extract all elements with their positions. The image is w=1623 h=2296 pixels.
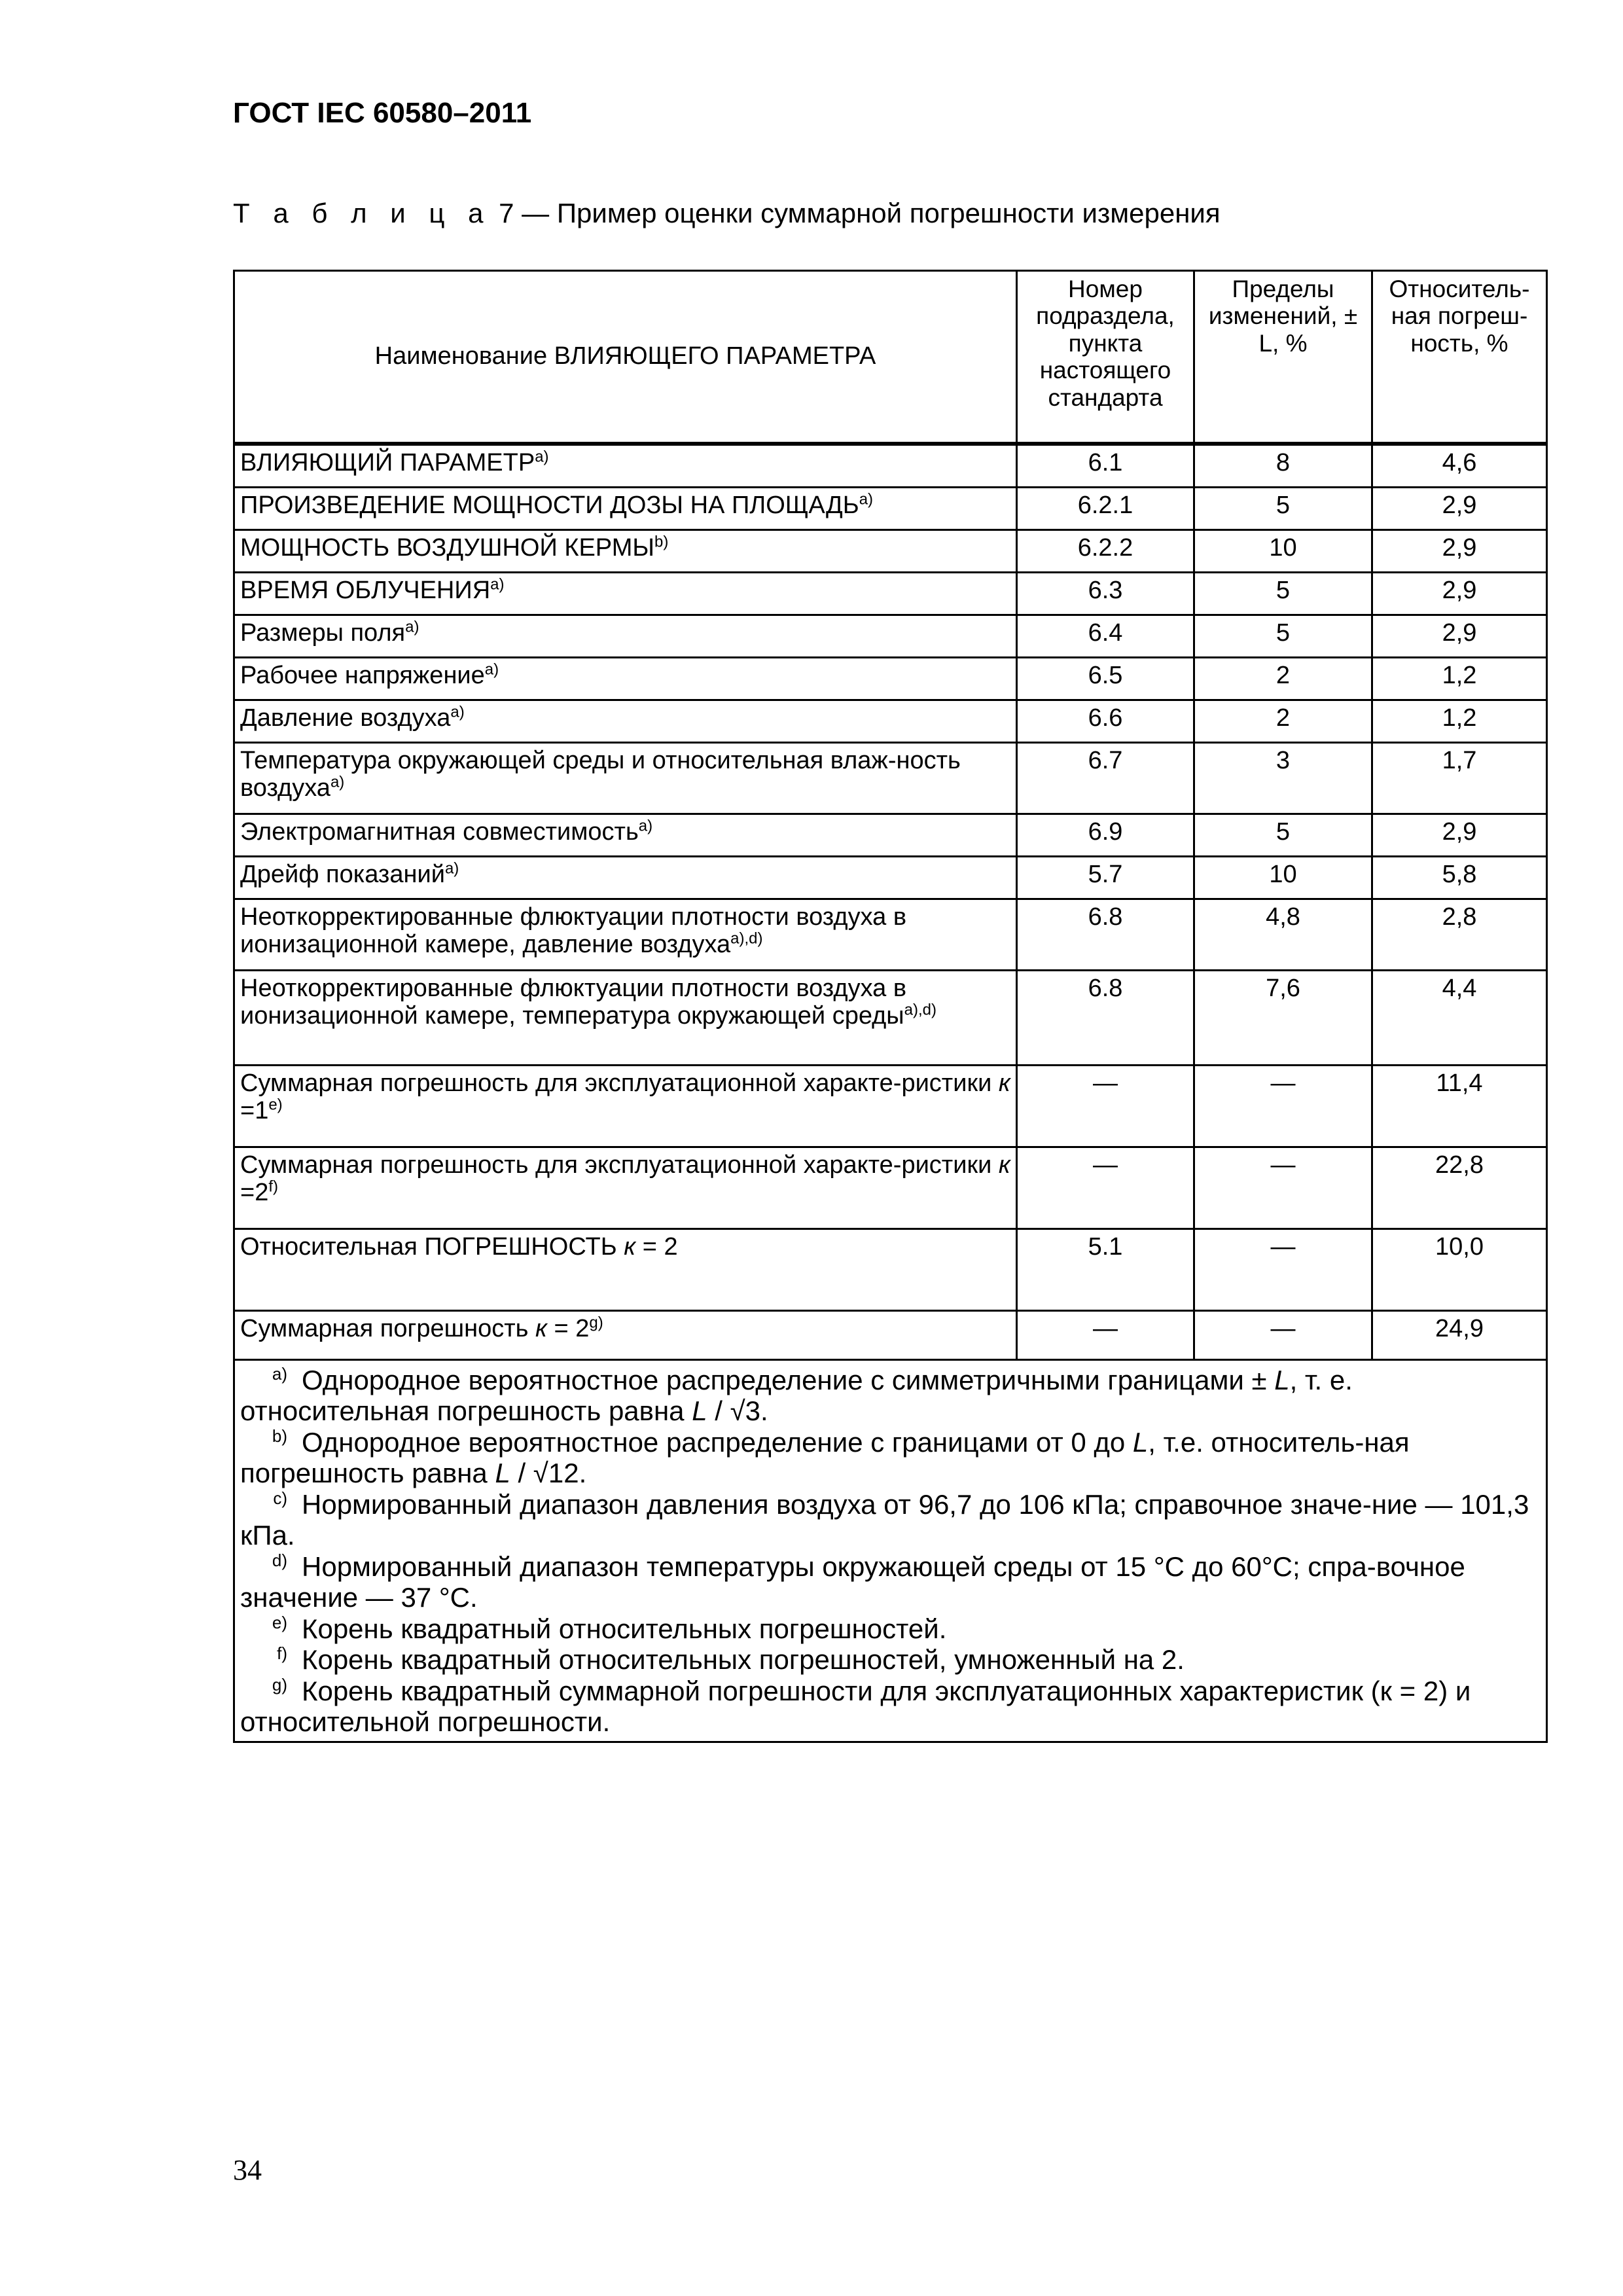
row-name: ПРОИЗВЕДЕНИЕ МОЩНОСТИ ДОЗЫ НА ПЛОЩАДЬ$^{a)}$ (234, 488, 1017, 530)
row-name: Относительная ПОГРЕШНОСТЬ к = 2 (234, 1229, 1017, 1311)
row-limits: 8 (1194, 444, 1372, 488)
footnote-c: c) Нормированный диапазон давления воздуха от 96,7 до 106 кПа; справочное значе-ние — 101,3 кПа. (240, 1488, 1529, 1551)
row-limits: 2 (1194, 700, 1372, 743)
header-section-number: Номер подраздела, пункта настоящего стандарта (1017, 271, 1194, 444)
row-limits: 7,6 (1194, 971, 1372, 1066)
table-caption-prefix: Т а б л и ц а (233, 198, 491, 228)
table-row (234, 971, 1547, 1066)
row-name: Давление воздуха$^{a)}$ (234, 700, 1017, 743)
row-limits: 10 (1194, 857, 1372, 899)
row-error: 1,7 (1372, 743, 1547, 814)
row-section: — (1017, 1066, 1194, 1147)
row-error: 22,8 (1372, 1147, 1547, 1229)
row-section: 5.7 (1017, 857, 1194, 899)
table-row (234, 1311, 1547, 1360)
table-row (234, 1066, 1547, 1147)
row-limits: 5 (1194, 488, 1372, 530)
row-error: 2,9 (1372, 814, 1547, 857)
table-row (234, 1229, 1547, 1311)
row-error: 11,4 (1372, 1066, 1547, 1147)
table-caption-number: 7 (499, 198, 514, 228)
row-error: 1,2 (1372, 700, 1547, 743)
table-row (234, 857, 1547, 899)
header-limits: Пределы изменений, ± L, % (1194, 271, 1372, 444)
table-caption (233, 198, 1221, 229)
row-name: Дрейф показаний$^{a)}$ (234, 857, 1017, 899)
footnote-d: d) Нормированный диапазон температуры окружающей среды от 15 °С до 60°С; спра-вочное значение — 37 °С. (240, 1550, 1465, 1613)
row-section: 6.1 (1017, 444, 1194, 488)
row-error: 2,9 (1372, 488, 1547, 530)
row-name: Температура окружающей среды и относительная влаж-ность воздуха$^{a)}$ (234, 743, 1017, 814)
row-name: Суммарная погрешность $к = 2^{g)}$ (234, 1311, 1017, 1360)
row-section: 6.5 (1017, 658, 1194, 700)
row-name: Электромагнитная совместимость$^{a)}$ (234, 814, 1017, 857)
row-section: 6.2.2 (1017, 530, 1194, 573)
row-error: 5,8 (1372, 857, 1547, 899)
table-row (234, 700, 1547, 743)
footnote-a: a) Однородное вероятностное распределение с симметричными границами ± L, т. е. относительная погрешность равна L / √3. (240, 1364, 1353, 1427)
row-error: 4,4 (1372, 971, 1547, 1066)
row-name: ВЛИЯЮЩИЙ ПАРАМЕТР$^{a)}$ (234, 444, 1017, 488)
footnotes-row (234, 1360, 1547, 1742)
row-limits: — (1194, 1147, 1372, 1229)
footnote-g: g) Корень квадратный суммарной погрешности для эксплуатационных характеристик (к = 2) и относительной погрешности. (240, 1674, 1471, 1737)
row-limits: 3 (1194, 743, 1372, 814)
row-name: Суммарная погрешность для эксплуатационной характе-ристики $к =2^{f)}$ (234, 1147, 1017, 1229)
row-section: 6.3 (1017, 573, 1194, 615)
table-caption-title: — Пример оценки суммарной погрешности измерения (522, 198, 1221, 228)
header-parameter-name: Наименование ВЛИЯЮЩЕГО ПАРАМЕТРА (234, 271, 1017, 444)
row-error: 2,9 (1372, 573, 1547, 615)
row-error: 2,9 (1372, 530, 1547, 573)
row-error: 1,2 (1372, 658, 1547, 700)
table-row (234, 658, 1547, 700)
row-limits: 5 (1194, 573, 1372, 615)
table-row (234, 530, 1547, 573)
footnotes-cell (234, 1360, 1547, 1742)
row-section: 6.4 (1017, 615, 1194, 658)
row-error: 2,8 (1372, 899, 1547, 971)
row-name: Размеры поля$^{a)}$ (234, 615, 1017, 658)
row-section: 6.9 (1017, 814, 1194, 857)
row-section: — (1017, 1311, 1194, 1360)
footnote-e: e) Корень квадратный относительных погрешностей. (272, 1612, 947, 1644)
row-error: 4,6 (1372, 444, 1547, 488)
footnote-b: b) Однородное вероятностное распределение с границами от 0 до L, т.е. относитель-ная погрешность равна L / √12. (240, 1426, 1410, 1489)
row-name: МОЩНОСТЬ ВОЗДУШНОЙ КЕРМЫ$^{b)}$ (234, 530, 1017, 573)
table-row (234, 615, 1547, 658)
row-limits: 10 (1194, 530, 1372, 573)
error-estimate-table (233, 270, 1548, 1743)
row-limits: — (1194, 1066, 1372, 1147)
row-name: Неоткорректированные флюктуации плотности воздуха в ионизационной камере, давление воздуха$^{a),d)}$ (234, 899, 1017, 971)
document-code: ГОСТ IEC 60580–2011 (233, 97, 532, 129)
row-limits: 5 (1194, 814, 1372, 857)
row-section: 5.1 (1017, 1229, 1194, 1311)
table-row (234, 1147, 1547, 1229)
row-limits: 4,8 (1194, 899, 1372, 971)
row-section: 6.7 (1017, 743, 1194, 814)
row-name: Неоткорректированные флюктуации плотности воздуха в ионизационной камере, температура окружающей среды$^{a),d)}$ (234, 971, 1017, 1066)
row-limits: — (1194, 1229, 1372, 1311)
row-error: 2,9 (1372, 615, 1547, 658)
table-row (234, 573, 1547, 615)
row-name: Рабочее напряжение$^{a)}$ (234, 658, 1017, 700)
row-error: 10,0 (1372, 1229, 1547, 1311)
table-row (234, 488, 1547, 530)
table-row (234, 743, 1547, 814)
row-limits: — (1194, 1311, 1372, 1360)
header-relative-error: Относитель-ная погреш-ность, % (1372, 271, 1547, 444)
table-row (234, 814, 1547, 857)
row-name: ВРЕМЯ ОБЛУЧЕНИЯ$^{a)}$ (234, 573, 1017, 615)
row-section: 6.8 (1017, 971, 1194, 1066)
row-section: 6.6 (1017, 700, 1194, 743)
table-row (234, 444, 1547, 488)
footnote-f: f) Корень квадратный относительных погрешностей, умноженный на 2. (277, 1643, 1185, 1676)
row-section: 6.2.1 (1017, 488, 1194, 530)
row-name: Суммарная погрешность для эксплуатационной характе-ристики $к =1^{e)}$ (234, 1066, 1017, 1147)
table-row (234, 899, 1547, 971)
row-limits: 2 (1194, 658, 1372, 700)
row-section: 6.8 (1017, 899, 1194, 971)
table-header-row (234, 271, 1547, 444)
row-error: 24,9 (1372, 1311, 1547, 1360)
page-number: 34 (233, 2154, 262, 2186)
row-limits: 5 (1194, 615, 1372, 658)
row-section: — (1017, 1147, 1194, 1229)
